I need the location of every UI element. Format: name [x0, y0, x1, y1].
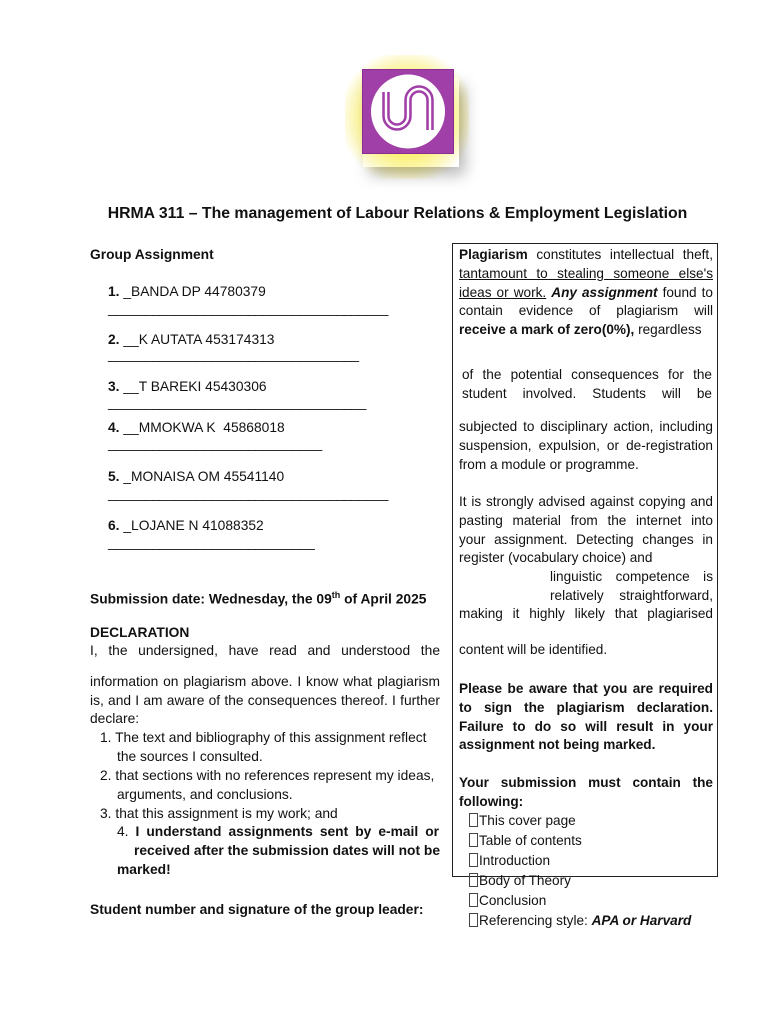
checklist-item-introduction: Introduction — [469, 853, 550, 868]
member-1: 1. _BANDA DP 44780379 — [108, 284, 266, 299]
plagiarism-paragraph-4c: making it highly likely that plagiarised — [459, 606, 713, 621]
member-4-signature-line: _____________________________ — [108, 436, 322, 451]
checkbox-icon — [469, 873, 478, 887]
plagiarism-paragraph-4: It is strongly advised against copying and pasting material from the internet into your assignment. Detecting changes in register (vocabulary choice) and — [459, 494, 713, 566]
checklist-item-table-of-contents: Table of contents — [469, 833, 582, 848]
checklist-item-referencing-style: Referencing style: APA or Harvard — [469, 913, 691, 928]
member-3-signature-line: ___________________________________ — [108, 395, 367, 410]
member-2-signature-line: __________________________________ — [108, 347, 359, 362]
checkbox-icon — [469, 893, 478, 907]
submission-date: Submission date: Wednesday, the 09th of April 2025 — [90, 590, 427, 607]
declaration-item-1-cont: the sources I consulted. — [117, 749, 263, 764]
plagiarism-paragraph-2: of the potential consequences for the student involved. Students will be — [462, 367, 712, 401]
group-leader-signature-label: Student number and signature of the group leader: — [90, 902, 424, 917]
checklist-item-conclusion: Conclusion — [469, 893, 546, 908]
document-title: HRMA 311 – The management of Labour Relations & Employment Legislation — [107, 205, 688, 222]
declaration-item-2: 2. that sections with no references represent my ideas, — [100, 768, 435, 783]
declaration-item-1: 1. The text and bibliography of this assignment reflect — [100, 730, 427, 745]
submission-requirements-heading: Your submission must contain the following: — [459, 775, 713, 809]
checklist-item-cover-page: This cover page — [469, 813, 576, 828]
member-5: 5. _MONAISA OM 45541140 — [108, 469, 285, 484]
checkbox-icon — [469, 833, 478, 847]
declaration-item-4-line-3: marked! — [117, 862, 171, 877]
plagiarism-paragraph-5: content will be identified. — [459, 642, 608, 657]
checkbox-icon — [469, 853, 478, 867]
checkbox-icon — [469, 913, 478, 927]
plagiarism-paragraph-4b: linguistic competence is relatively straightforward, — [550, 569, 713, 603]
declaration-item-4: 4. I understand assignments sent by e-mail or — [117, 824, 439, 839]
university-logo — [362, 69, 454, 154]
member-6: 6. _LOJANE N 41088352 — [108, 518, 264, 533]
plagiarism-paragraph-3: subjected to disciplinary action, including suspension, expulsion, or de-registration from a module or programme. — [459, 419, 713, 472]
signature-warning: Please be aware that you are required to sign the plagiarism declaration. Failure to do so will result in your assignment not being marked. — [459, 681, 713, 753]
declaration-item-4-line-2: received after the submission dates will not be — [134, 843, 440, 858]
member-2: 2. __K AUTATA 453174313 — [108, 332, 275, 347]
declaration-item-3: 3. that this assignment is my work; and — [100, 806, 338, 821]
member-5-signature-line: ______________________________________ — [108, 486, 389, 501]
group-assignment-heading: Group Assignment — [90, 247, 214, 262]
checklist-item-body-of-theory: Body of Theory — [469, 873, 571, 888]
university-logo-icon — [363, 70, 453, 153]
declaration-heading: DECLARATION — [90, 625, 190, 640]
declaration-item-2-cont: arguments, and conclusions. — [117, 787, 293, 802]
checkbox-icon — [469, 813, 478, 827]
logo-glow — [345, 55, 469, 179]
member-3: 3. __T BAREKI 45430306 — [108, 379, 267, 394]
member-4: 4. __MMOKWA K 45868018 — [108, 420, 285, 435]
declaration-line-1: I, the undersigned, have read and understood the — [90, 643, 440, 658]
member-6-signature-line: ____________________________ — [108, 535, 315, 550]
declaration-paragraph: information on plagiarism above. I know what plagiarism is, and I am aware of the consequences thereof. I further declare: — [90, 674, 440, 726]
plagiarism-paragraph-1: Plagiarism constitutes intellectual theft, tantamount to stealing someone else's ideas or work. Any assignment found to contain evidence of plagiarism will receive a mark of zero(0%), regardless — [459, 247, 713, 338]
member-1-signature-line: ______________________________________ — [108, 301, 389, 316]
